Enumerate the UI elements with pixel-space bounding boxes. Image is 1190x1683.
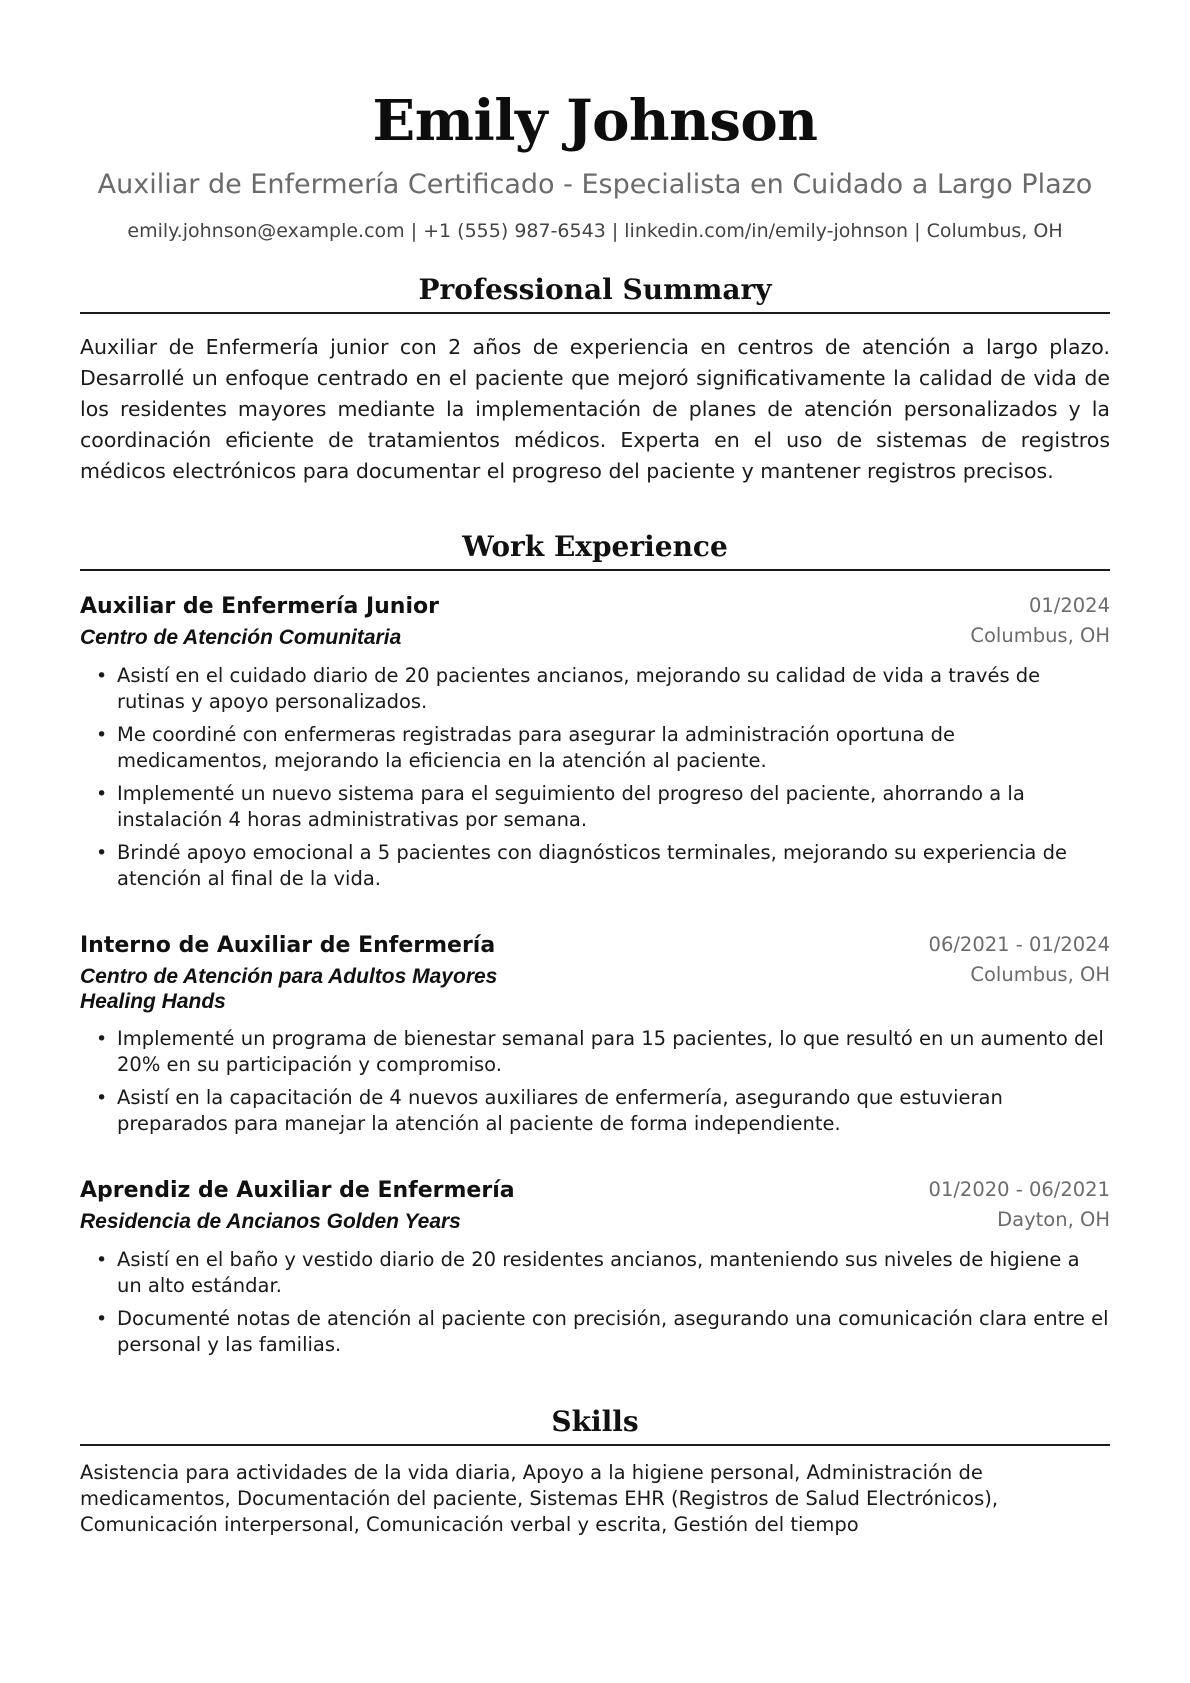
bullet-text: Asistí en el baño y vestido diario de 20 residentes ancianos, manteniendo sus niveles de higiene a un alto estándar. — [117, 1248, 1080, 1297]
job-bullets — [80, 1026, 1110, 1137]
job-entry — [80, 930, 1110, 1137]
bullet-dot-icon: • — [96, 842, 108, 864]
work-experience-section — [80, 529, 1110, 1358]
job-title: Auxiliar de Enfermería Junior — [80, 594, 439, 619]
job-bullets — [80, 1247, 1110, 1358]
skills-text: Asistencia para actividades de la vida diaria, Apoyo a la higiene personal, Administración de medicamentos, Documentación del paciente, Sistemas EHR (Registros de Salud Electrónicos), Comunicación interpersonal, Comunicación verbal y escrita, Gestión del tiempo — [80, 1461, 999, 1536]
bullet-item — [80, 1306, 1110, 1358]
bullet-dot-icon: • — [96, 1249, 108, 1271]
bullet-item — [80, 840, 1110, 892]
bullet-item — [80, 1085, 1110, 1137]
contact-line: emily.johnson@example.com | +1 (555) 987-6543 | linkedin.com/in/emily-johnson | Columbus, OH — [127, 220, 1063, 242]
bullet-item — [80, 663, 1110, 715]
bullet-dot-icon: • — [96, 783, 108, 805]
job-entry — [80, 591, 1110, 892]
bullet-dot-icon: • — [96, 1308, 108, 1330]
job-bullets — [80, 663, 1110, 892]
job-title: Aprendiz de Auxiliar de Enfermería — [80, 1178, 515, 1203]
job-company: Residencia de Ancianos Golden Years — [80, 1210, 461, 1233]
job-location: Columbus, OH — [970, 963, 1110, 986]
job-location: Dayton, OH — [997, 1208, 1110, 1231]
work-experience-title: Work Experience — [80, 529, 1110, 571]
bullet-item — [80, 1026, 1110, 1078]
bullet-item — [80, 1247, 1110, 1299]
job-date: 01/2020 - 06/2021 — [928, 1178, 1110, 1201]
bullet-dot-icon: • — [96, 665, 108, 687]
job-date: 06/2021 - 01/2024 — [928, 933, 1110, 956]
job-company: Centro de Atención para Adultos Mayores Healing Hands — [80, 965, 498, 1013]
job-company: Centro de Atención Comunitaria — [80, 626, 402, 649]
bullet-item — [80, 722, 1110, 774]
bullet-text: Brindé apoyo emocional a 5 pacientes con diagnósticos terminales, mejorando su experiencia de atención al final de la vida. — [117, 841, 1067, 890]
summary-section — [80, 272, 1110, 487]
bullet-dot-icon: • — [96, 1028, 108, 1050]
summary-text: Auxiliar de Enfermería junior con 2 años de experiencia en centros de atención a largo plazo. Desarrollé un enfoque centrado en el paciente que mejoró significativamente la calidad de vida de los residentes mayores mediante la implementación de planes de atención personalizados y la coordinación eficiente de tratamientos médicos. Experta en el uso de sistemas de registros médicos electrónicos para documentar el progreso del paciente y mantener registros precisos. — [80, 335, 1110, 483]
bullet-dot-icon: • — [96, 724, 108, 746]
bullet-dot-icon: • — [96, 1087, 108, 1109]
bullet-text: Asistí en el cuidado diario de 20 pacientes ancianos, mejorando su calidad de vida a través de rutinas y apoyo personalizados. — [117, 664, 1041, 713]
bullet-text: Implementé un programa de bienestar semanal para 15 pacientes, lo que resultó en un aumento del 20% en su participación y compromiso. — [117, 1027, 1104, 1076]
resume-header — [80, 0, 1110, 244]
summary-title: Professional Summary — [80, 272, 1110, 314]
job-entry — [80, 1175, 1110, 1358]
skills-title: Skills — [80, 1404, 1110, 1446]
bullet-item — [80, 781, 1110, 833]
bullet-text: Documenté notas de atención al paciente con precisión, asegurando una comunicación clara entre el personal y las familias. — [117, 1307, 1109, 1356]
candidate-name: Emily Johnson — [372, 88, 818, 154]
job-date: 01/2024 — [1028, 594, 1110, 617]
candidate-headline: Auxiliar de Enfermería Certificado - Especialista en Cuidado a Largo Plazo — [97, 169, 1093, 200]
skills-section — [80, 1404, 1110, 1538]
job-location: Columbus, OH — [970, 624, 1110, 647]
bullet-text: Me coordiné con enfermeras registradas para asegurar la administración oportuna de medicamentos, mejorando la eficiencia en la atención al paciente. — [117, 723, 956, 772]
bullet-text: Implementé un nuevo sistema para el seguimiento del progreso del paciente, ahorrando a la instalación 4 horas administrativas por semana. — [117, 782, 1025, 831]
job-title: Interno de Auxiliar de Enfermería — [80, 933, 496, 958]
bullet-text: Asistí en la capacitación de 4 nuevos auxiliares de enfermería, asegurando que estuvieran preparados para manejar la atención al paciente de forma independiente. — [117, 1086, 1003, 1135]
